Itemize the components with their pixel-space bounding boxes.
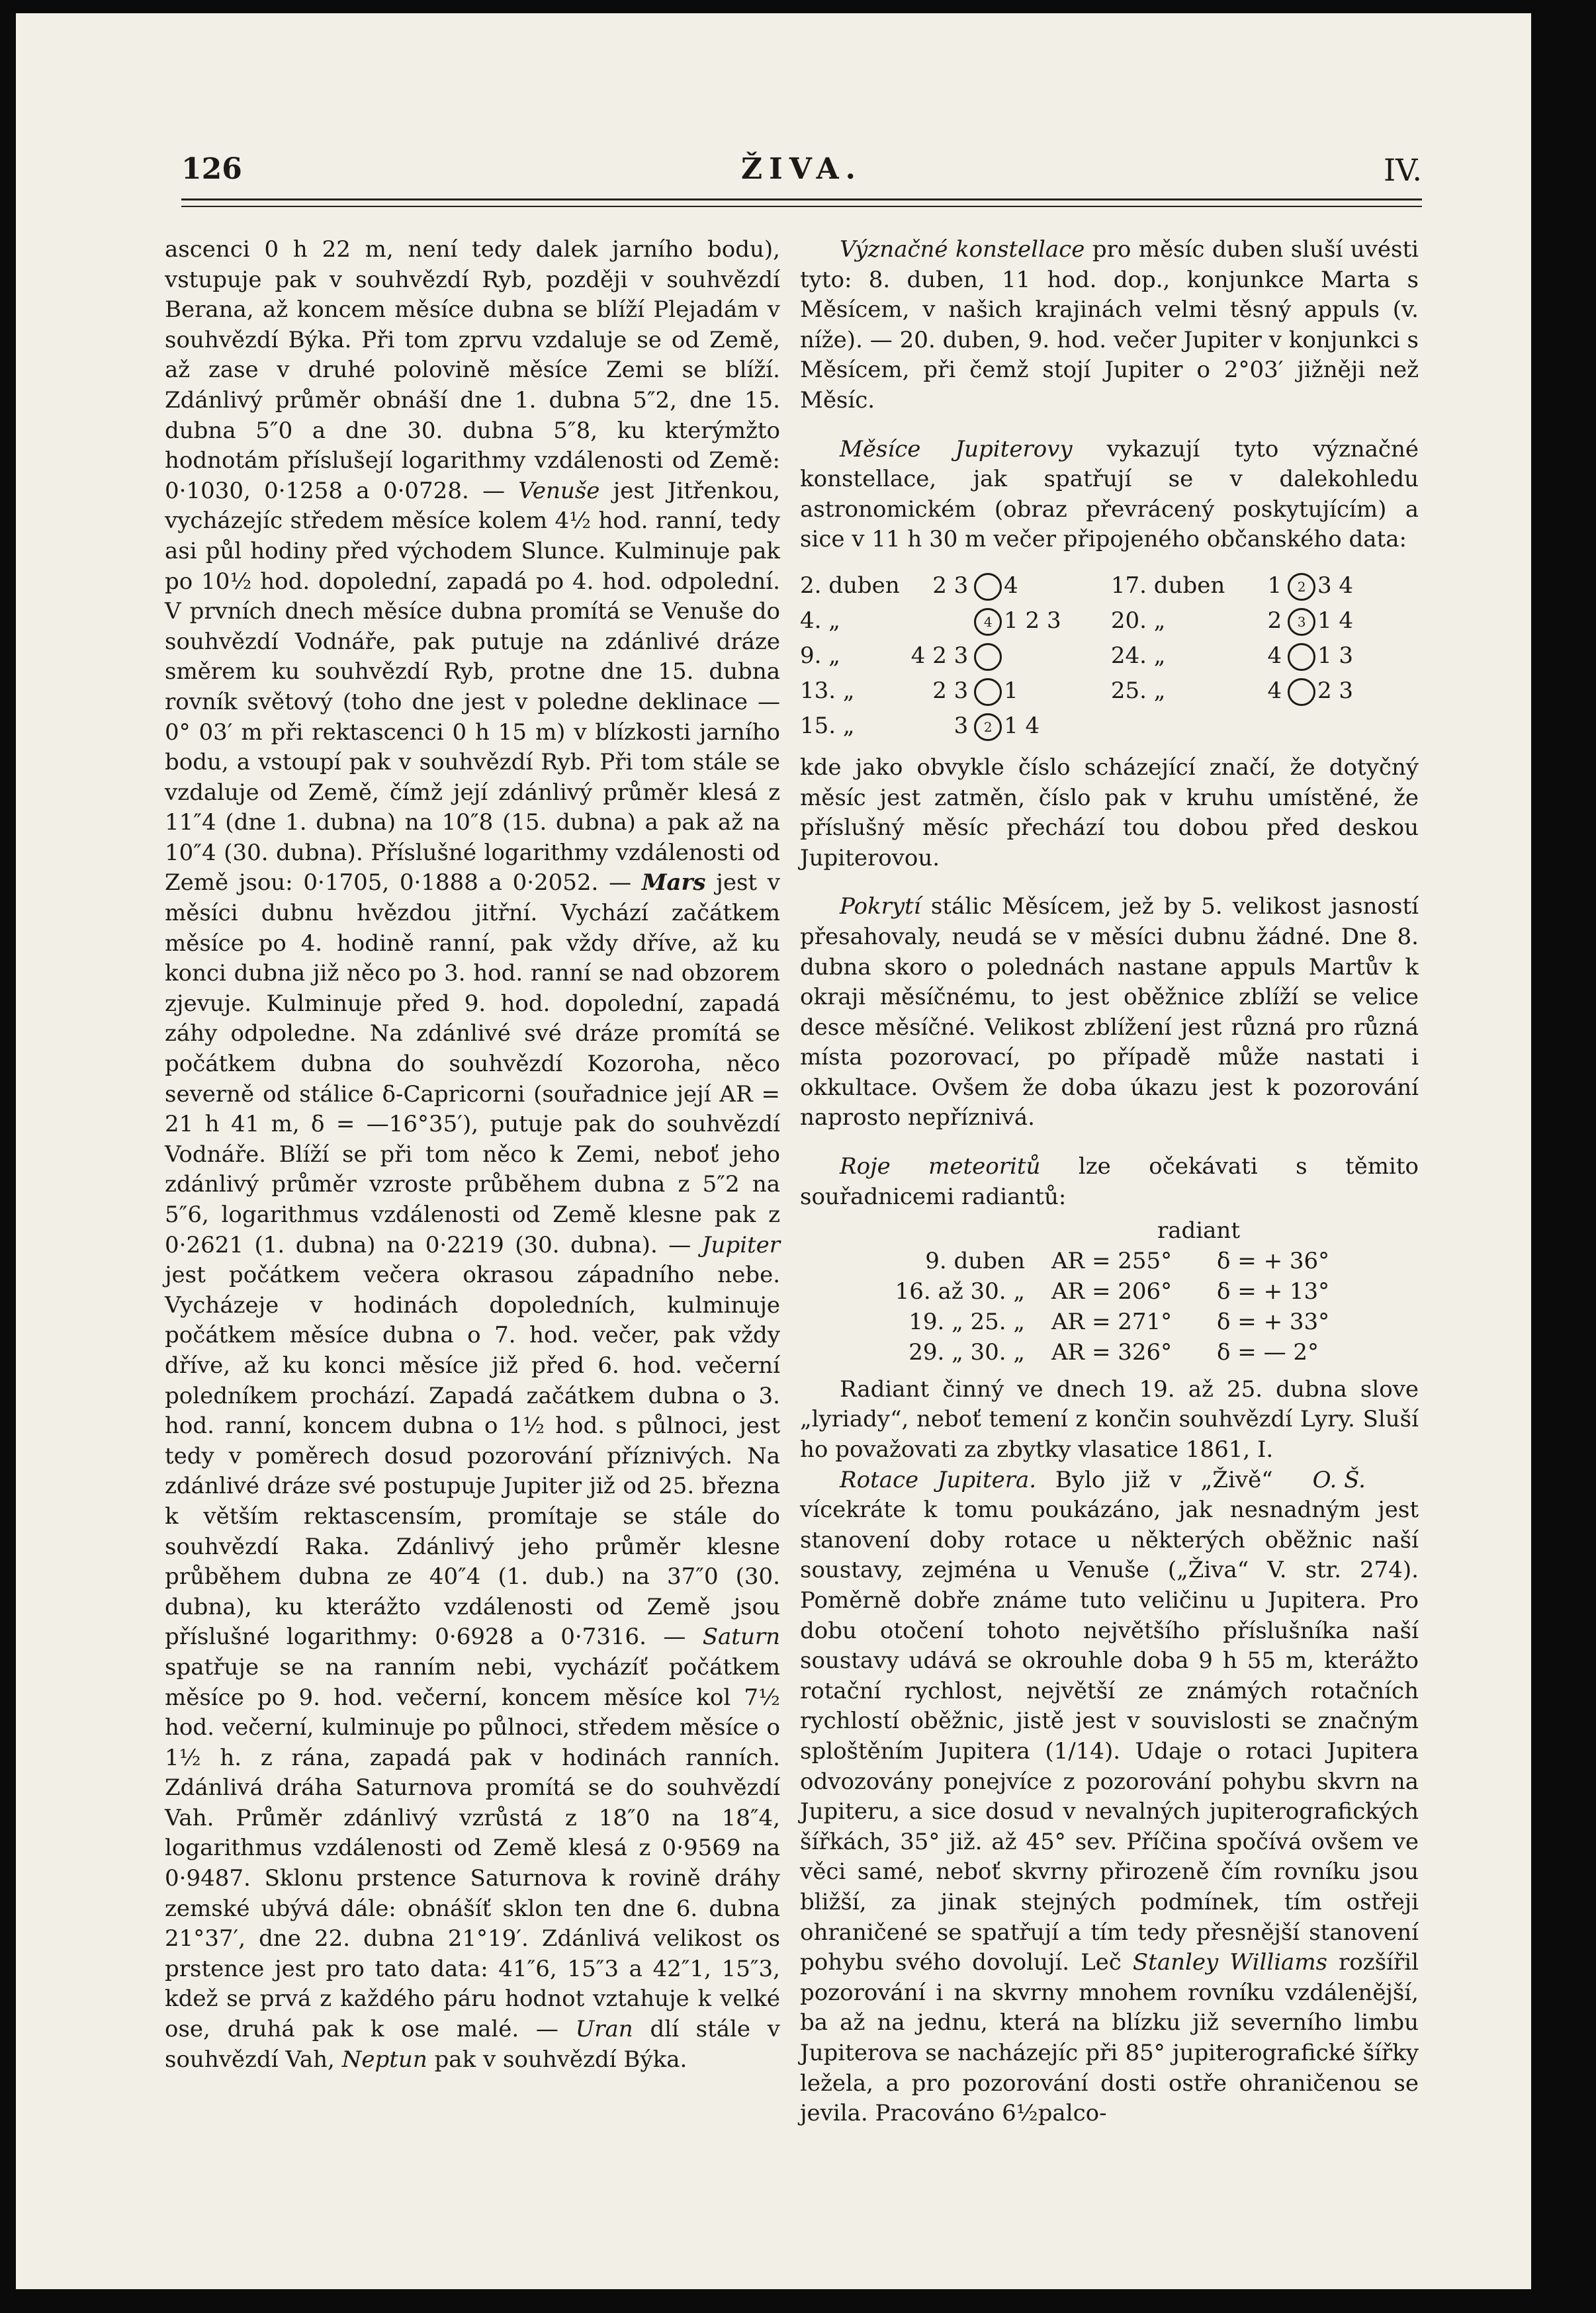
moon-date: 25. „ [1110,677,1166,704]
moon-date: 20. „ [1110,607,1166,634]
jupiter-disk-icon [1288,643,1315,671]
meteor-radiant-table [800,1246,1419,1368]
section-title: Roje meteoritů [840,1153,1041,1180]
journal-title: ŽIVA. [741,152,862,186]
radiant-header: radiant [1157,1217,1240,1244]
section-title: Měsíce Jupiterovy [840,435,1073,462]
radiant-dec: δ = + 13° [1217,1278,1330,1305]
table-row [800,709,1419,744]
moon-date: 4. „ [800,607,840,634]
page-number: 126 [181,152,242,186]
jupiter-disk [1286,568,1317,603]
radiant-date: 9. duben [925,1248,1025,1275]
person-name: Stanley Williams [1132,1949,1328,1976]
moons-right: 1 4 [1004,712,1040,739]
radiant-date: 19. „ 25. „ [909,1309,1025,1336]
section-title: Rotace Jupitera. [840,1466,1037,1493]
paragraph-moons-note [800,753,1419,873]
text-run: dlí stále v souhvězdí Vah, [165,2016,780,2073]
moons-left [900,603,973,638]
author-signature: O. Š. [1312,1466,1366,1493]
jupiter-disk-icon: 2 [1288,573,1315,601]
right-column [800,235,1419,2129]
jupiter-disk-icon [974,573,1002,601]
planet-name-venus: Venuše [518,477,600,504]
jupiter-disk [1286,638,1317,674]
table-row [800,638,1419,674]
left-column [165,235,780,2075]
text-run: stálic Měsícem, jež by 5. velikost jasností přesahovaly, neudá se v měsíci dubnu žádné. Dne 8. dubna skoro o polednách nastane appuls Martův k okraji měsíčnému, to jest oběžnice zblíží se velice desce měsíčné. Velikost zblížení jest různá pro různá místa pozorovací, po případě může nastati i okkultace. Ovšem že doba úkazu jest k pozorování naprosto nepříznivá. [800,893,1419,1131]
moons-left: 3 [953,712,969,739]
table-row [800,603,1419,638]
jupiter-disk-icon [1288,678,1315,706]
moons-left: 2 3 [932,572,969,599]
radiant-dec: δ = — 2° [1217,1339,1319,1366]
moons-left: 1 [1267,572,1282,599]
table-row [800,1277,1419,1307]
jupiter-disk [972,674,1004,709]
jupiter-disk-icon [974,678,1002,706]
jupiter-disk [972,638,1004,674]
jupiter-disk-icon [974,643,1002,671]
text-run: spatřuje se na ranním nebi, vycházíť počátkem měsíce po 9. hod. večerní, koncem měsíce kol 7½ hod. večerní, kulminuje po půlnoci, středem měsíce o 1½ h. z rána, zapadá pak v hodinách ranních. Zdánlivá dráha Saturnova promítá se do souhvězdí Vah. Průměr zdánlivý vzrůstá z 18″0 na 18″4, logarithmus vzdálenosti od Země klesá z 0·9569 na 0·9487. Sklonu prstence Saturnova k rovině dráhy zemské ubývá dále: obnášíť sklon ten dne 6. dubna 21°37′, dne 22. dubna 21°19′. Zdánlivá velikost os prstence jest pro tato data: 41″6, 15″3 a 42″1, 15″3, kdež se prvá z každého páru hodnot vztahuje k velké ose, druhá pak k ose malé. — [165,1653,780,2043]
jupiter-disk-icon: 3 [1288,608,1315,636]
paragraph-meteors [800,1152,1419,1212]
volume-number: IV. [1384,152,1422,188]
text-run: ascenci 0 h 22 m, není tedy dalek jarního bodu), vstupuje pak v souhvězdí Ryb, později v souhvězdí Berana, až koncem měsíce dubna se blíží Plejadám v souhvězdí Býka. Při tom zprvu vzdaluje se od Země, až zase v druhé polovině měsíce Zemi se blíží. Zdánlivý průměr obnáší dne 1. dubna 5″2, dne 15. dubna 5″0 a dne 30. dubna 5″8, ku kterýmžto hodnotám příslušejí logarithmy vzdálenosti od Země: 0·1030, 0·1258 a 0·0728. — [165,236,780,504]
text-run: jest počátkem večera okrasou západního nebe. Vycházeje v hodinách dopoledních, kulminuje počátkem měsíce dubna o 7. hod. večer, pak vždy dříve, až ku konci měsíce již před 6. hod. večerní poledníkem prochází. Zapadá začátkem dubna o 3. hod. ranní, koncem dubna o 1½ hod. s půlnoci, jest tedy v poměrech dosud pozorování příznivých. Na zdánlivé dráze své postupuje Jupiter již od 25. března k větším rektascensím, promítaje se stále do souhvězdí Raka. Zdánlivý jeho průměr klesne průběhem dubna ze 40″4 (1. dub.) na 37″0 (30. dubna), ku kterážto vzdálenosti od Země jsou příslušné logarithmy: 0·6928 a 0·7316. — [165,1262,780,1651]
jupiter-disk [1286,603,1317,638]
paragraph-constellations [800,235,1419,416]
text-run: jest Jitřenkou, vycházejíc středem měsíce kolem 4½ hod. ranní, tedy asi půl hodiny před východem Slunce. Kulminuje pak po 10½ hod. dopolední, zapadá po 4. hod. odpolední. V prvních dnech měsíce dubna promítá se Venuše do souhvězdí Vodnáře, pak putuje na zdánlivé dráze směrem ku souhvězdí Ryb, protne dne 15. dubna rovník světový (toho dne jest v poledne deklinace — 0° 03′ m při rektascenci 0 h 15 m) v blízkosti jarního bodu, a vstoupí pak v souhvězdí Ryb. Při tom stále se vzdaluje od Země, čímž její zdánlivý průměr klesá z 11″4 (dne 1. dubna) na 10″8 (15. dubna) a pak až na 10″4 (30. dubna). Příslušné logarithmy vzdálenosti od Země jsou: 0·1705, 0·1888 a 0·2052. — [165,477,780,896]
planet-name-uranus: Uran [575,2016,633,2043]
planet-name-neptune: Neptun [341,2046,427,2073]
moons-left: 4 2 3 [910,642,969,669]
moon-date: 15. „ [800,712,855,739]
paragraph-jupiter-moons [800,435,1419,555]
table-row [800,1246,1419,1277]
text-run: rozšířil pozorování i na skvrny mnohem rovníku vzdálenější, ba až na jednu, která na blízku již severního limbu Jupiterova se nacházejíc při 85° jupiterografické šířky ležela, a pro pozorování dosti ostře ohraničenou se jevila. Pracováno 6½palco- [800,1949,1419,2127]
radiant-date: 16. až 30. „ [895,1278,1025,1305]
text-run: Radiant činný ve dnech 19. až 25. dubna slove „lyriady“, neboť temení z končin souhvězdí Lyry. Sluší ho považovati za zbytky vlasatice 1861, I. [800,1375,1419,1463]
text-run: kde jako obvykle číslo scházející značí, že dotyčný měsíc jest zatměn, číslo pak v kruhu umístěné, že příslušný měsíc přechází tou dobou před deskou Jupiterovou. [800,754,1419,871]
text-run: lze očekávati s těmito souřadnicemi radiantů: [800,1153,1419,1210]
jupiter-disk [972,709,1004,744]
planet-name-jupiter: Jupiter [701,1231,780,1258]
moon-date: 13. „ [800,677,855,704]
radiant-ar: AR = 255° [1051,1248,1173,1275]
radiant-ar: AR = 271° [1051,1309,1173,1336]
header-rule [181,198,1422,207]
jupiter-disk-icon: 2 [974,713,1002,741]
radiant-dec: δ = + 33° [1217,1309,1330,1336]
moons-right: 1 4 [1317,607,1354,634]
table-row [800,1307,1419,1338]
empty-cell [1111,709,1419,744]
moon-date: 2. duben [800,572,900,599]
page-sheet [16,13,1531,2289]
text-run: pro měsíc duben sluší uvésti tyto: 8. duben, 11 hod. dop., konjunkce Marta s Měsícem, v našich krajinách velmi těsný appuls (v. níže). — 20. duben, 9. hod. večer Jupiter v konjunkci s Měsícem, při čemž stojí Jupiter o 2°03′ jižněji než Měsíc. [800,236,1419,414]
moons-right: 1 2 3 [1004,607,1061,634]
moons-left: 2 3 [932,677,969,704]
moons-right: 1 3 [1317,642,1354,669]
radiant-date: 29. „ 30. „ [909,1339,1025,1366]
paragraph [165,235,780,2075]
moons-right: 3 4 [1317,572,1354,599]
moons-right [1004,638,1111,674]
table-row [800,1338,1419,1368]
moon-date: 24. „ [1110,642,1166,669]
text-run: Bylo již v „Živě“ vícekráte k tomu poukázáno, jak nesnadným jest stanovení doby rotace u některých oběžnic naší soustavy, zejména u Venuše („Živa“ V. str. 274). Poměrně dobře známe tuto veličinu u Jupitera. Pro dobu otočení tohoto největšího příslušníka naší soustavy udává se okrouhle doba 9 h 55 m, kterážto rotační rychlost, největší ze známých rotačních rychlostí oběžnic, jistě jest v souvislosti se značným sploštěním Jupitera (1/14). Udaje o rotaci Jupitera odvozovány ponejvíce z pozorování pohybu skvrn na Jupiteru, a sice dosud v nevalných jupiterografických šířkách, 35° již. až 45° sev. Příčina spočívá ovšem ve věci samé, neboť skvrny přirozeně čím rovníku jsou bližší, za jinak stejných podmínek, tím ostřeji ohraničené se spatřují a tím tedy přesnější stanovení pohybu svého dovolují. Leč [800,1466,1419,1976]
section-title: Význačné konstellace [840,236,1085,263]
radiant-ar: AR = 326° [1051,1339,1173,1366]
moon-date: 17. duben [1110,572,1225,599]
moons-right: 4 [1004,572,1018,599]
jupiter-moons-table [800,568,1419,744]
text-run: pak v souhvězdí Býka. [434,2046,687,2073]
moons-left: 2 [1267,607,1282,634]
moons-right: 1 [1004,677,1018,704]
jupiter-disk [972,568,1004,603]
radiant-ar: AR = 206° [1051,1278,1173,1305]
section-title: Pokrytí [840,893,921,920]
table-row [800,674,1419,709]
moons-left: 4 [1267,677,1282,704]
text-run: vykazují tyto význačné konstellace, jak spatřují se v dalekohledu astronomickém (obraz převrácený poskytujícím) a sice v 11 h 30 m večer připojeného občanského data: [800,435,1419,553]
jupiter-disk [1286,674,1317,709]
moons-right: 2 3 [1317,677,1354,704]
page-header [181,146,1422,198]
jupiter-disk [972,603,1004,638]
text-run: jest v měsíci dubnu hvězdou jitřní. Vychází začátkem měsíce po 4. hodině ranní, pak vždy dříve, až ku konci dubna již něco po 3. hod. ranní se nad obzorem zjevuje. Kulminuje před 9. hod. dopolední, zapadá záhy odpoledne. Na zdánlivé své dráze promítá se počátkem dubna do souhvězdí Kozoroha, něco severně od stálice δ-Capricorni (souřadnice její AR = 21 h 41 m, δ = —16°35′), putuje pak do souhvězdí Vodnáře. Blíží se při tom něco k Zemi, neboť jeho zdánlivý průměr vzroste průběhem dubna z 5″2 na 5″6, logarithmus vzdálenosti od Země klesne pak z 0·2621 (1. dubna) na 0·2219 (30. dubna). — [165,869,780,1258]
radiant-dec: δ = + 36° [1217,1248,1330,1275]
table-row [800,568,1419,603]
paragraph-jupiter-rotation [800,1465,1419,2129]
planet-name-saturn: Saturn [702,1624,780,1651]
jupiter-disk-icon: 4 [974,608,1002,636]
planet-name-mars: Mars [641,869,706,896]
moon-date: 9. „ [800,642,840,669]
paragraph-occultations [800,892,1419,1133]
moons-left: 4 [1267,642,1282,669]
